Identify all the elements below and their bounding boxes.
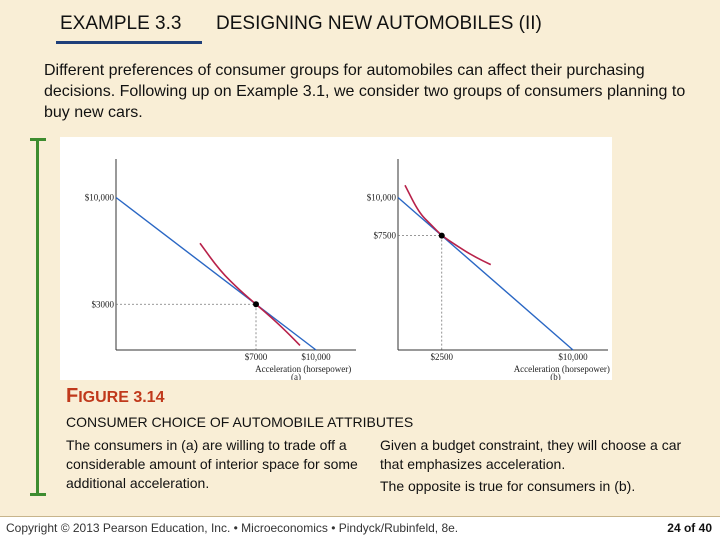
figure-panel [60, 137, 612, 380]
panel-a-xtick-1: $10,000 [301, 352, 331, 362]
example-underline [56, 41, 202, 44]
panel-a-indifference-curve [200, 243, 300, 345]
accent-bracket-bottom [30, 493, 46, 496]
footer-copyright: Copyright © 2013 Pearson Education, Inc. • Microeconomics • Pindyck/Rubinfeld, 8e. [6, 521, 459, 535]
figure-title: CONSUMER CHOICE OF AUTOMOBILE ATTRIBUTES [66, 414, 414, 430]
panel-b-ytick-1: $10,000 [366, 192, 396, 203]
panel-a-panel-label: (a) [291, 372, 301, 380]
accent-bracket-top [30, 138, 46, 141]
intro-paragraph: Different preferences of consumer groups for automobiles can affect their purchasing decisions. Following up on Example 3.1, we consider two groups of consumers planning to buy new cars. [44, 62, 686, 121]
panel-b-panel-label: (b) [550, 372, 561, 380]
figure-number-prefix: F [66, 385, 79, 407]
figure-number [66, 385, 164, 408]
caption-left: The consumers in (a) are willing to trade off a considerable amount of interior space for some additional acceleration. [66, 437, 358, 491]
page-number: 24 of 40 [667, 521, 712, 535]
figure-graphs [60, 137, 612, 380]
panel-b-xtick-0: $2500 [430, 352, 453, 362]
example-title: DESIGNING NEW AUTOMOBILES (II) [216, 13, 542, 34]
accent-bracket [36, 139, 39, 495]
panel-b-ytick-0: $7500 [373, 230, 396, 241]
panel-a-budget-line [116, 198, 316, 351]
panel-a-xlabel: Acceleration (horsepower) [255, 364, 352, 374]
panel-a-ytick-0: $3000 [91, 299, 114, 310]
panel-a-xtick-0: $7000 [244, 352, 268, 362]
example-label: EXAMPLE 3.3 [60, 13, 182, 34]
panel-b-xlabel: Acceleration (horsepower) [513, 364, 610, 374]
panel-b-indifference-curve [405, 185, 491, 264]
panel-b-optimum-point [439, 233, 445, 239]
panel-a-ytick-1: $10,000 [84, 192, 114, 203]
panel-b-xtick-1: $10,000 [558, 352, 588, 362]
caption-right [380, 436, 700, 496]
panel-a-optimum-point [253, 301, 259, 307]
caption-right-second: The opposite is true for consumers in (b). [380, 478, 636, 494]
caption-right-first: Given a budget constraint, they will choose a car that emphasizes acceleration. [380, 437, 682, 472]
panel-b-budget-line [398, 198, 573, 351]
figure-number-rest: IGURE 3.14 [78, 389, 165, 406]
